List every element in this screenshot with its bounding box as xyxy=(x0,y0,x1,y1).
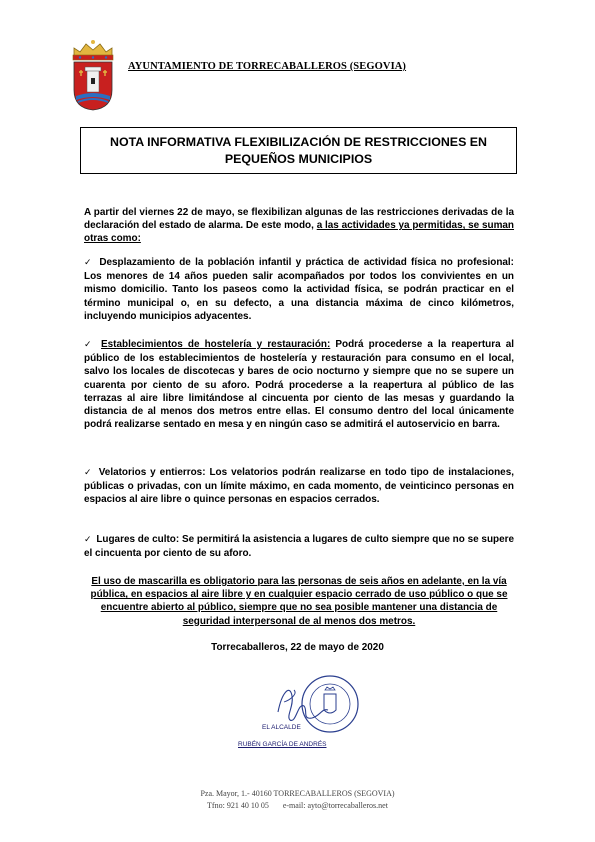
item-lead: Desplazamiento de la población infantil y práctica de actividad física no profesional: xyxy=(99,257,514,268)
item-text: Los velatorios podrán realizarse en todo tipo de instalaciones, públicas o privadas, con un límite máximo, en cada momento, de veinticinco personas en espacios al aire libre o quince personas en espacios cerrados. xyxy=(84,467,514,506)
checkmark-icon: ✓ xyxy=(84,535,92,545)
place-date: Torrecaballeros, 22 de mayo de 2020 xyxy=(211,642,384,653)
footer-address: Pza. Mayor, 1.- 40160 TORRECABALLEROS (SEGOVIA) xyxy=(200,789,395,798)
title-line-1: NOTA INFORMATIVA FLEXIBILIZACIÓN DE RESTRICCIONES EN xyxy=(110,134,487,149)
item-lead: Establecimientos de hostelería y restauración: xyxy=(101,339,331,350)
intro-underlined: a las actividades ya permitidas, se suman otras como: xyxy=(84,220,515,245)
title-line-2: PEQUEÑOS MUNICIPIOS xyxy=(224,151,373,166)
intro-paragraph xyxy=(84,206,514,246)
signatory-role: EL ALCALDE xyxy=(262,724,301,731)
item-lead: Lugares de culto: xyxy=(96,534,180,545)
organization-header: AYUNTAMIENTO DE TORRECABALLEROS (SEGOVIA) xyxy=(128,61,407,72)
document-title xyxy=(80,127,517,174)
checkmark-icon: ✓ xyxy=(84,340,94,350)
official-seal-signature xyxy=(268,672,364,744)
intro-text: A partir del viernes 22 de mayo, se flexibilizan algunas de las restricciones derivadas de la declaración del estado de alarma. De este modo, xyxy=(84,207,514,232)
item-text: Podrá procederse a la reapertura al público de los establecimientos de hostelería y restauración para consumo en el local, salvo los locales de discotecas y bares de ocio nocturno y siempre que no se supere un cuarenta por ciento de su aforo. Podrá procederse a la reapertura al público de las terrazas al aire libre limitándose al cincuenta por ciento de las mesas y guardando la distancia de al menos dos metros entre ellas. El consumo dentro del local únicamente podrá realizarse sentado en mesa y en ningún caso se admitirá el autoservicio en barra. xyxy=(84,339,514,431)
item-lead: Velatorios y entierros: xyxy=(98,467,206,478)
checkmark-icon: ✓ xyxy=(84,468,93,478)
signatory-name: RUBÉN GARCÍA DE ANDRÉS xyxy=(238,741,327,748)
list-item xyxy=(84,466,514,507)
mask-notice: El uso de mascarilla es obligatorio para las personas de seis años en adelante, en la vía pública, en espacios al aire libre y en cualquier espacio cerrado de uso público o que se encuentre abierto al público, siempre que no sea posible mantener una distancia de seguridad interpersonal de al menos dos metros. xyxy=(90,576,508,627)
list-item xyxy=(84,338,514,431)
item-text: Los menores de 14 años pueden salir acompañados por todos los convivientes en un mismo domicilio. Tanto los paseos como la actividad física, se podrán practicar en el término municipal o, en su defecto, a una distancia máxima de cinco kilómetros, incluyendo municipios adyacentes. xyxy=(84,271,514,322)
checkmark-icon: ✓ xyxy=(84,258,94,268)
item-text: Se permitirá la asistencia a lugares de culto siempre que no se supere el cincuenta por ciento de su aforo. xyxy=(84,534,515,560)
footer-email: e-mail: ayto@torrecaballeros.net xyxy=(282,801,388,810)
footer-phone: Tfno: 921 40 10 05 xyxy=(207,801,269,810)
coat-of-arms-logo xyxy=(68,38,118,112)
list-item xyxy=(84,533,514,560)
footer xyxy=(0,788,595,812)
list-item xyxy=(84,256,514,323)
